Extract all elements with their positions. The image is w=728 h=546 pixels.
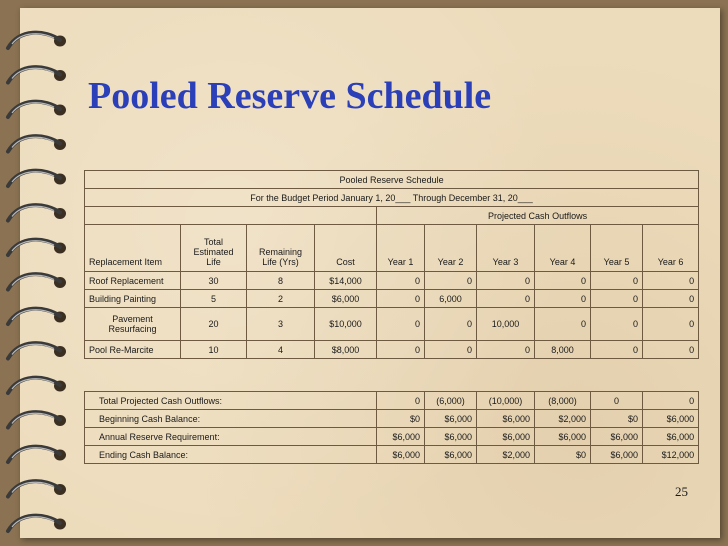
year-cell: 0 [477, 341, 535, 359]
cost-cell: $8,000 [315, 341, 377, 359]
col-header-year: Year 3 [477, 225, 535, 272]
summary-label: Ending Cash Balance: [85, 446, 377, 464]
summary-value: (10,000) [477, 392, 535, 410]
summary-value: 0 [591, 392, 643, 410]
col-header-year: Year 5 [591, 225, 643, 272]
item-cell: Roof Replacement [85, 272, 181, 290]
projected-outflows-label: Projected Cash Outflows [377, 207, 699, 225]
year-cell: 0 [591, 308, 643, 341]
col-header-year: Year 4 [535, 225, 591, 272]
col-header-item: Replacement Item [85, 225, 181, 272]
table-row [85, 290, 699, 308]
col-header-remaining-life: Remaining Life (Yrs) [247, 225, 315, 272]
summary-value: $6,000 [377, 428, 425, 446]
item-cell: Pavement Resurfacing [85, 308, 181, 341]
table-row [85, 341, 699, 359]
summary-value: $2,000 [535, 410, 591, 428]
summary-value: $6,000 [425, 446, 477, 464]
summary-value: $6,000 [477, 428, 535, 446]
total-life-cell: 5 [181, 290, 247, 308]
year-cell: 0 [377, 341, 425, 359]
table-row [85, 308, 699, 341]
year-cell: 0 [643, 290, 699, 308]
summary-value: $6,000 [425, 410, 477, 428]
summary-value: $6,000 [643, 410, 699, 428]
year-cell: 0 [377, 272, 425, 290]
item-cell: Pool Re-Marcite [85, 341, 181, 359]
table-row [85, 272, 699, 290]
total-life-cell: 10 [181, 341, 247, 359]
summary-value: $0 [591, 410, 643, 428]
summary-value: (8,000) [535, 392, 591, 410]
summary-value: $6,000 [591, 446, 643, 464]
table-heading-row [85, 171, 699, 189]
page-number: 25 [675, 484, 688, 499]
summary-value: $12,000 [643, 446, 699, 464]
summary-label: Total Projected Cash Outflows: [85, 392, 377, 410]
year-cell: 10,000 [477, 308, 535, 341]
summary-row [85, 446, 699, 464]
remaining-life-cell: 2 [247, 290, 315, 308]
summary-value: $6,000 [535, 428, 591, 446]
summary-row [85, 410, 699, 428]
year-cell: 0 [535, 272, 591, 290]
summary-value: 0 [643, 392, 699, 410]
col-header-year: Year 1 [377, 225, 425, 272]
cost-cell: $6,000 [315, 290, 377, 308]
summary-value: $6,000 [591, 428, 643, 446]
projected-row [85, 207, 699, 225]
col-header-total-life: Total Estimated Life [181, 225, 247, 272]
spiral-binding [0, 0, 80, 546]
col-header-cost: Cost [315, 225, 377, 272]
summary-value: $0 [535, 446, 591, 464]
cost-cell: $14,000 [315, 272, 377, 290]
remaining-life-cell: 3 [247, 308, 315, 341]
year-cell: 8,000 [535, 341, 591, 359]
summary-row [85, 392, 699, 410]
summary-value: $6,000 [377, 446, 425, 464]
year-cell: 0 [425, 308, 477, 341]
year-cell: 0 [591, 272, 643, 290]
summary-label: Beginning Cash Balance: [85, 410, 377, 428]
summary-value: 0 [377, 392, 425, 410]
year-cell: 0 [591, 290, 643, 308]
year-cell: 0 [477, 290, 535, 308]
table-heading: Pooled Reserve Schedule [85, 171, 699, 189]
summary-value: $6,000 [643, 428, 699, 446]
year-cell: 0 [535, 308, 591, 341]
year-cell: 0 [377, 308, 425, 341]
year-cell: 0 [377, 290, 425, 308]
summary-label: Annual Reserve Requirement: [85, 428, 377, 446]
item-cell: Building Painting [85, 290, 181, 308]
summary-value: $6,000 [425, 428, 477, 446]
slide-title: Pooled Reserve Schedule [88, 75, 492, 117]
spacer-row [85, 359, 699, 392]
cost-cell: $10,000 [315, 308, 377, 341]
year-cell: 0 [425, 341, 477, 359]
total-life-cell: 20 [181, 308, 247, 341]
col-header-year: Year 6 [643, 225, 699, 272]
table-period-row [85, 189, 699, 207]
summary-value: $2,000 [477, 446, 535, 464]
year-cell: 0 [591, 341, 643, 359]
year-cell: 0 [425, 272, 477, 290]
remaining-life-cell: 8 [247, 272, 315, 290]
year-cell: 0 [535, 290, 591, 308]
summary-value: $0 [377, 410, 425, 428]
total-life-cell: 30 [181, 272, 247, 290]
remaining-life-cell: 4 [247, 341, 315, 359]
table-period: For the Budget Period January 1, 20___ Through December 31, 20___ [85, 189, 699, 207]
reserve-schedule-table [84, 170, 699, 464]
summary-value: (6,000) [425, 392, 477, 410]
year-cell: 0 [643, 308, 699, 341]
summary-row [85, 428, 699, 446]
year-cell: 0 [643, 272, 699, 290]
year-cell: 0 [477, 272, 535, 290]
col-header-year: Year 2 [425, 225, 477, 272]
summary-value: $6,000 [477, 410, 535, 428]
year-cell: 6,000 [425, 290, 477, 308]
year-cell: 0 [643, 341, 699, 359]
column-header-row [85, 225, 699, 272]
